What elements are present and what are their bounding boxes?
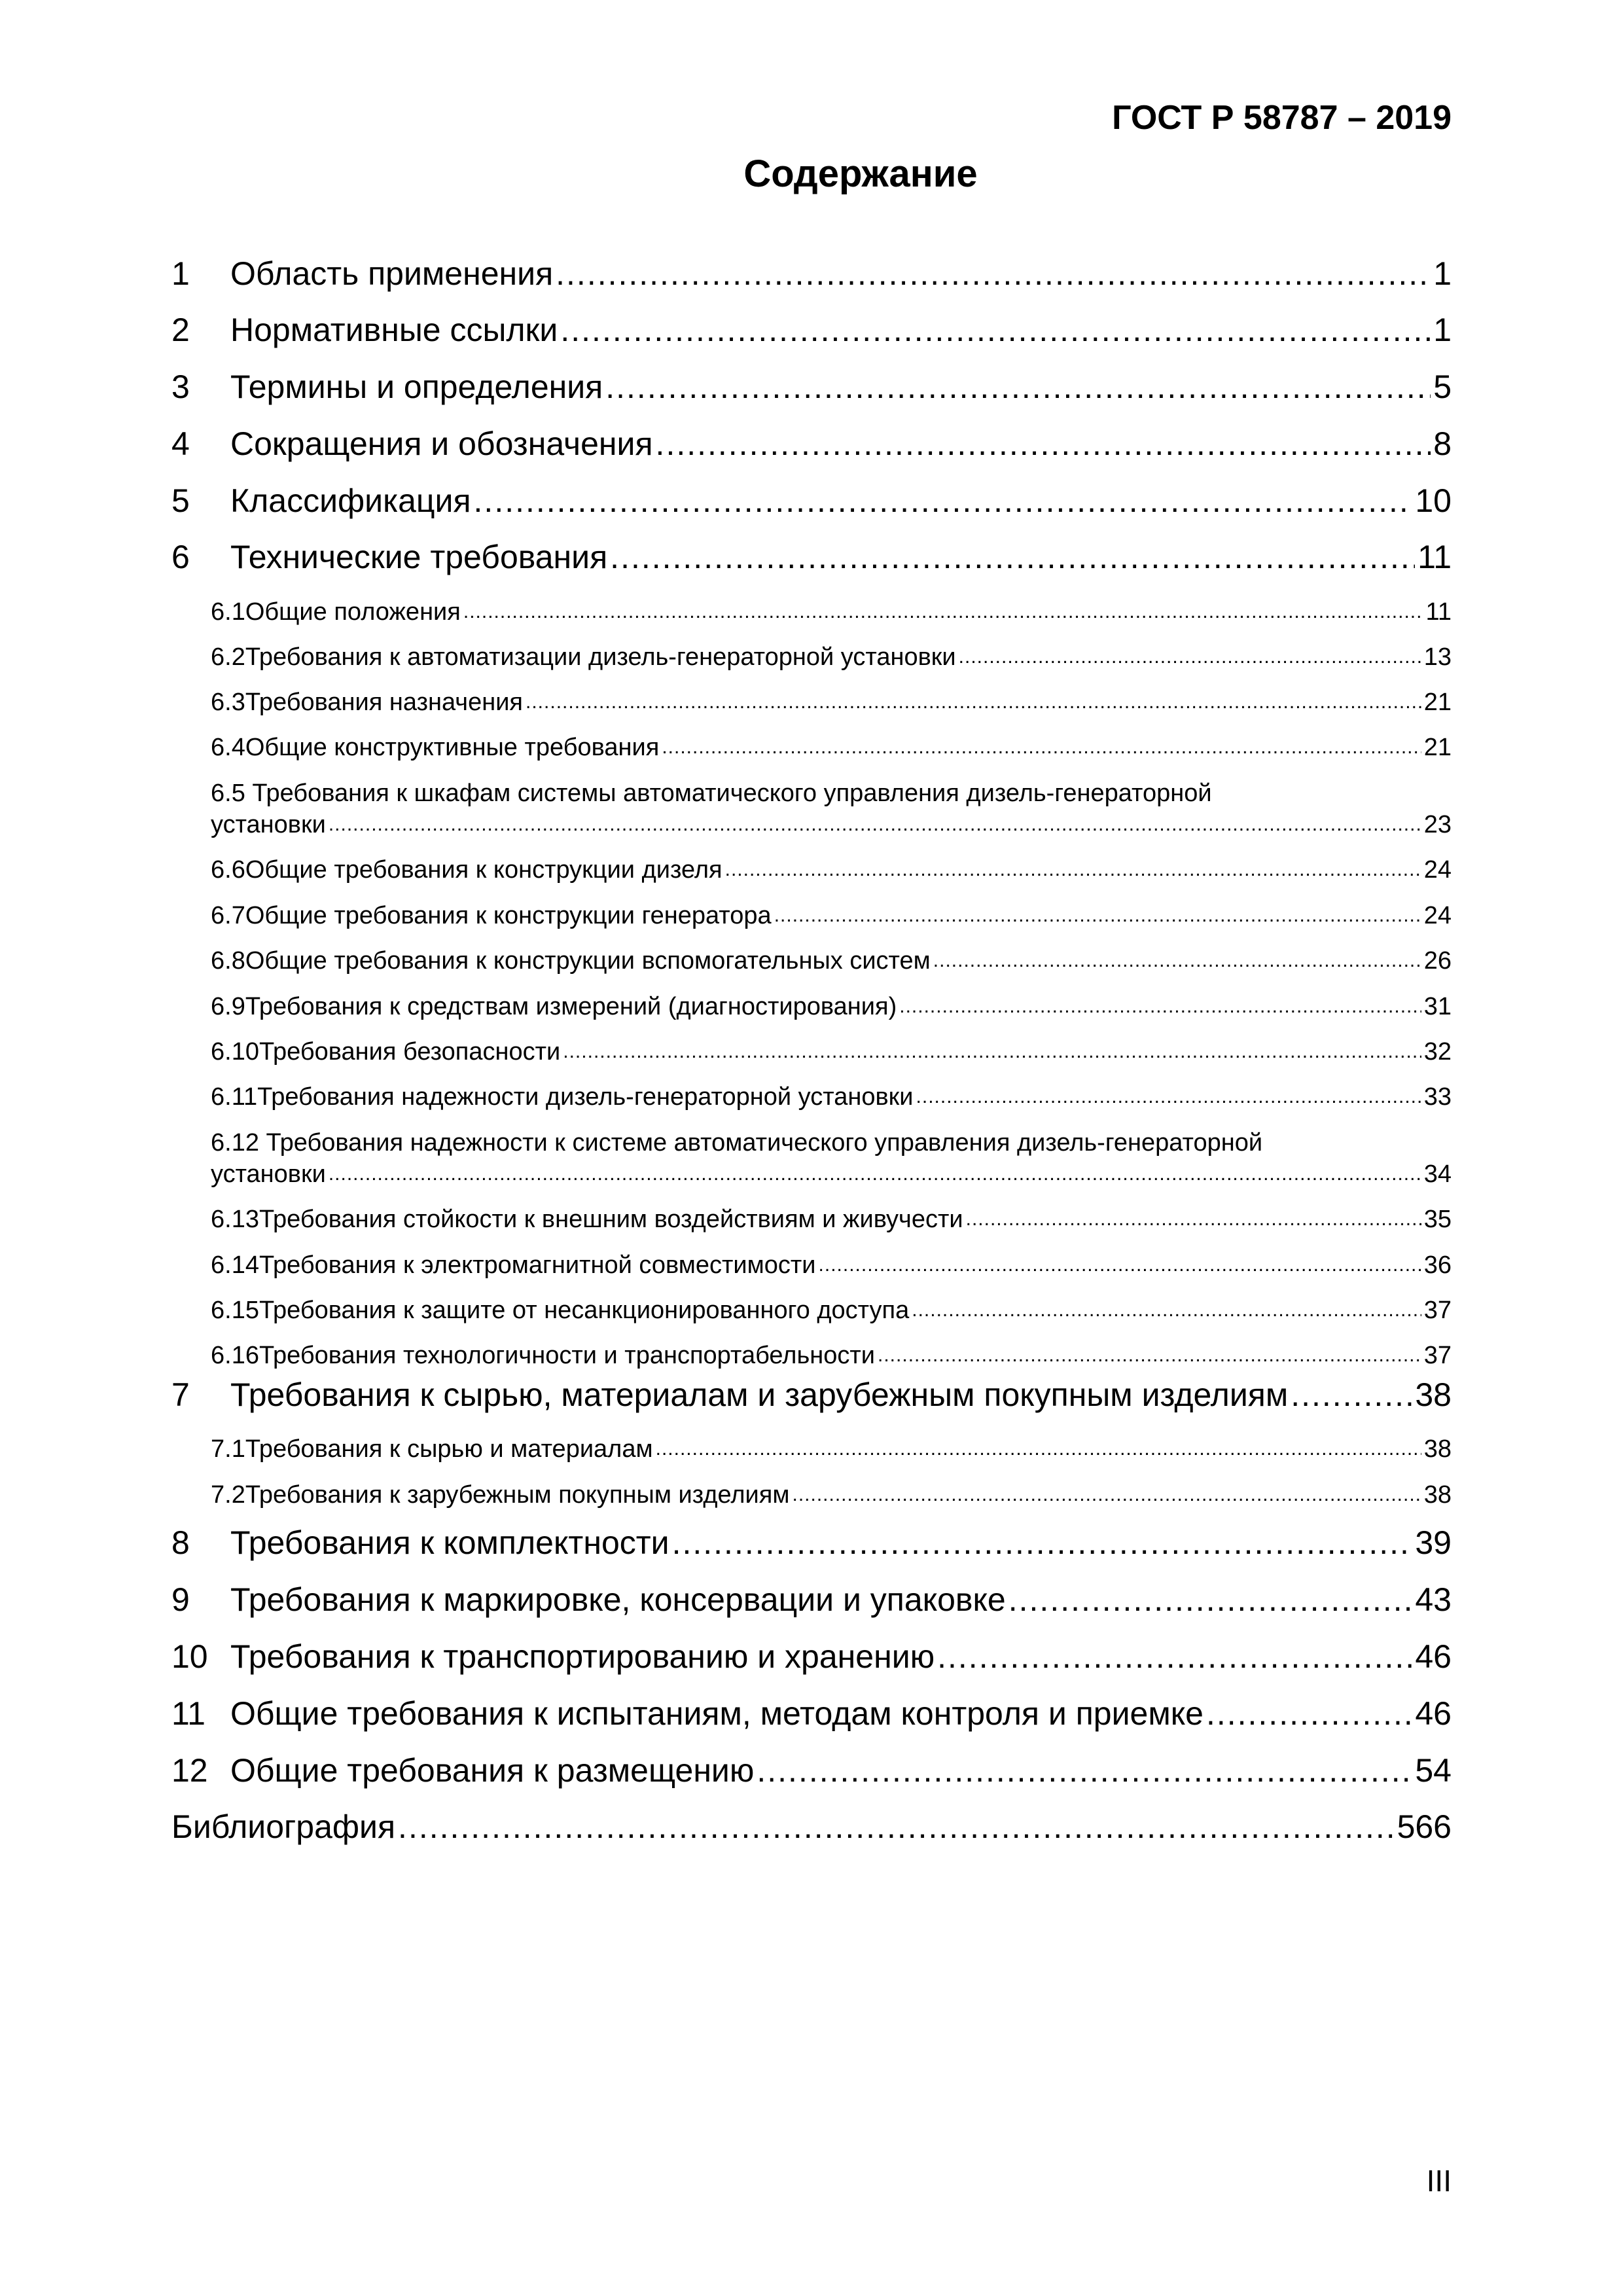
toc-page: 54: [1415, 1752, 1452, 1789]
toc-page: 5: [1433, 368, 1452, 405]
toc-number: 6.1: [211, 598, 245, 626]
toc-entry-6-3[interactable]: [211, 687, 1452, 718]
toc-page: 11: [1418, 539, 1452, 575]
leader-dots: [933, 945, 1421, 977]
toc-entry-2[interactable]: [171, 310, 1452, 350]
leader-dots: [959, 641, 1421, 673]
toc-entry-3[interactable]: [171, 367, 1452, 406]
toc-number: 6.14: [211, 1251, 259, 1279]
toc-page: 34: [1423, 1160, 1452, 1188]
toc-label: Сокращения и обозначения: [230, 425, 653, 462]
toc-entry-5[interactable]: [171, 481, 1452, 520]
toc-page: 21: [1423, 689, 1452, 716]
leader-dots: [656, 424, 1431, 463]
toc-label-line1: Требования к шкафам системы автоматического управления дизель-генераторной: [245, 780, 1212, 807]
leader-dots: [329, 809, 1421, 840]
toc-entry-7-1[interactable]: [211, 1433, 1452, 1465]
toc-entry-6[interactable]: [171, 537, 1452, 577]
toc-entry-6-14[interactable]: [211, 1249, 1452, 1281]
toc-entry-6-10[interactable]: [211, 1036, 1452, 1067]
toc-page: 10: [1415, 482, 1452, 519]
toc-label: Требования надежности дизель-генераторной установки: [257, 1083, 914, 1111]
toc-page: 26: [1423, 947, 1452, 975]
toc-number: 6.11: [211, 1083, 258, 1111]
toc-page: 31: [1423, 993, 1452, 1020]
toc-page: 24: [1423, 902, 1452, 929]
toc-label: Требования к электромагнитной совместимости: [259, 1251, 816, 1279]
toc-number: 2: [171, 312, 190, 348]
page-number: III: [1426, 2164, 1452, 2198]
toc-page: 1: [1433, 312, 1452, 348]
toc-page: 37: [1423, 1297, 1452, 1324]
toc-label: Общие требования к конструкции дизеля: [245, 856, 722, 884]
toc-number: 6.4: [211, 734, 245, 761]
toc-page: 13: [1423, 643, 1452, 671]
toc-number: 6.2: [211, 643, 245, 671]
toc-label: Библиография: [171, 1808, 396, 1845]
leader-dots: [774, 900, 1421, 931]
toc-number: 6.3: [211, 689, 245, 716]
toc-label: Требования к транспортированию и хранению: [230, 1638, 935, 1675]
toc-page: 11: [1425, 598, 1452, 626]
leader-dots: [610, 537, 1415, 577]
toc-label: Требования безопасности: [259, 1038, 561, 1066]
toc-entry-bibliography[interactable]: [171, 1807, 1452, 1846]
toc-label: Общие требования к конструкции генератора: [245, 902, 772, 929]
toc-label: Общие положения: [245, 598, 461, 626]
toc-label: установки: [211, 811, 326, 838]
toc-number: 6: [171, 539, 190, 575]
toc-page: 1: [1433, 255, 1452, 292]
toc-entry-6-5[interactable]: [211, 809, 1452, 840]
leader-dots: [1291, 1375, 1412, 1414]
toc-page: 38: [1415, 1376, 1452, 1413]
leader-dots: [656, 1433, 1421, 1465]
toc-number: 3: [171, 368, 190, 405]
toc-entry-6-1[interactable]: [211, 596, 1452, 628]
toc-entry-6-11[interactable]: [211, 1081, 1452, 1113]
toc-label: Общие требования к размещению: [230, 1752, 755, 1789]
toc-label: Требования к зарубежным покупным изделиям: [245, 1481, 790, 1509]
toc-entry-6-15[interactable]: [211, 1295, 1452, 1326]
toc-label: Требования к комплектности: [230, 1524, 669, 1561]
leader-dots: [1206, 1694, 1412, 1733]
leader-dots: [563, 1036, 1421, 1067]
leader-dots: [725, 854, 1421, 886]
toc-label: Требования назначения: [245, 689, 524, 716]
toc-number: 12: [171, 1752, 208, 1789]
leader-dots: [912, 1295, 1421, 1326]
toc-page: 35: [1423, 1206, 1452, 1233]
toc-entry-6-4[interactable]: [211, 732, 1452, 763]
leader-dots: [560, 310, 1431, 350]
leader-dots: [793, 1479, 1421, 1511]
toc-page: 23: [1423, 811, 1452, 838]
toc-page: 38: [1423, 1481, 1452, 1509]
toc-number: 1: [171, 255, 190, 292]
document-designation: ГОСТ Р 58787 – 2019: [1112, 99, 1452, 137]
toc-number: 7.1: [211, 1435, 245, 1463]
toc-page: 39: [1415, 1524, 1452, 1561]
toc-entry-6-9[interactable]: [211, 991, 1452, 1022]
toc-label: Классификация: [230, 482, 471, 519]
leader-dots: [398, 1807, 1395, 1846]
toc-label: Общие требования к конструкции вспомогательных систем: [245, 947, 931, 975]
toc-number: 6.9: [211, 993, 245, 1020]
toc-page: 36: [1423, 1251, 1452, 1279]
toc-entry-6-13[interactable]: [211, 1204, 1452, 1235]
toc-entry-6-8[interactable]: [211, 945, 1452, 977]
page-title: Содержание: [743, 152, 978, 195]
leader-dots: [899, 991, 1421, 1022]
toc-entry-6-12[interactable]: [211, 1158, 1452, 1190]
toc-entry-7[interactable]: [171, 1375, 1452, 1414]
leader-dots: [672, 1523, 1413, 1562]
leader-dots: [916, 1081, 1421, 1113]
toc-number: 6.6: [211, 856, 245, 884]
toc-number: 6.12: [211, 1129, 259, 1157]
leader-dots: [1008, 1580, 1413, 1619]
toc-label: Термины и определения: [230, 368, 603, 405]
toc-label: Требования к автоматизации дизель-генераторной установки: [245, 643, 956, 671]
toc-entry-1[interactable]: [171, 254, 1452, 293]
toc-entry-11[interactable]: [171, 1694, 1452, 1733]
toc-page: 37: [1423, 1342, 1452, 1369]
toc-page: 24: [1423, 856, 1452, 884]
toc-page: 8: [1433, 425, 1452, 462]
toc-number: 8: [171, 1524, 190, 1561]
toc-number: 6.10: [211, 1038, 259, 1066]
leader-dots: [474, 481, 1413, 520]
toc-number: 6.15: [211, 1297, 259, 1324]
leader-dots: [966, 1204, 1421, 1235]
toc-label: Требования к сырью, материалам и зарубежным покупным изделиям: [230, 1376, 1289, 1413]
toc-entry-6-2[interactable]: [211, 641, 1452, 673]
toc-number: 10: [171, 1638, 208, 1675]
toc-number: 9: [171, 1581, 190, 1618]
toc-entry-6-7[interactable]: [211, 900, 1452, 931]
toc-entry-10[interactable]: [171, 1637, 1452, 1676]
toc-page: 566: [1397, 1808, 1452, 1845]
toc-entry-6-6[interactable]: [211, 854, 1452, 886]
toc-number: 6.13: [211, 1206, 259, 1233]
toc-number: 11: [171, 1695, 205, 1732]
toc-label-line1: Требования надежности к системе автоматического управления дизель-генераторной: [259, 1129, 1263, 1157]
toc-label: Требования к маркировке, консервации и упаковке: [230, 1581, 1006, 1618]
leader-dots: [556, 254, 1431, 293]
toc-label: Требования к сырью и материалам: [245, 1435, 653, 1463]
toc-number: 7.2: [211, 1481, 245, 1509]
toc-label: Требования стойкости к внешним воздействиям и живучести: [259, 1206, 963, 1233]
toc-label: Технические требования: [230, 539, 608, 575]
leader-dots: [937, 1637, 1412, 1676]
toc-number: 6.16: [211, 1342, 259, 1369]
leader-dots: [329, 1158, 1421, 1190]
toc-entry-9[interactable]: [171, 1580, 1452, 1619]
toc-entry-4[interactable]: [171, 424, 1452, 463]
toc-entry-8[interactable]: [171, 1523, 1452, 1562]
toc-number: 5: [171, 482, 190, 519]
toc-entry-6-16[interactable]: [211, 1340, 1452, 1371]
toc-label: Требования к защите от несанкционированного доступа: [259, 1297, 910, 1324]
toc-entry-6-5-first-line[interactable]: [211, 778, 1212, 809]
toc-page: 46: [1415, 1695, 1452, 1732]
toc-number: 6.7: [211, 902, 245, 929]
toc-number: 6.8: [211, 947, 245, 975]
toc-page: 38: [1423, 1435, 1452, 1463]
toc-entry-7-2[interactable]: [211, 1479, 1452, 1511]
toc-number: 6.5: [211, 780, 245, 807]
toc-label: Требования технологичности и транспортабельности: [259, 1342, 876, 1369]
toc-number: 4: [171, 425, 190, 462]
toc-label: Общие требования к испытаниям, методам контроля и приемке: [230, 1695, 1204, 1732]
toc-page: 43: [1415, 1581, 1452, 1618]
toc-number: 7: [171, 1376, 190, 1413]
leader-dots: [878, 1340, 1421, 1371]
toc-label: Область применения: [230, 255, 554, 292]
toc-page: 46: [1415, 1638, 1452, 1675]
toc-page: 33: [1423, 1083, 1452, 1111]
leader-dots: [757, 1751, 1412, 1790]
leader-dots: [662, 732, 1421, 763]
toc-page: 32: [1423, 1038, 1452, 1066]
toc-label: Общие конструктивные требования: [245, 734, 660, 761]
leader-dots: [605, 367, 1431, 406]
toc-label: Нормативные ссылки: [230, 312, 558, 348]
toc-page: 21: [1423, 734, 1452, 761]
leader-dots: [526, 687, 1421, 718]
toc-label: установки: [211, 1160, 326, 1188]
toc-entry-12[interactable]: [171, 1751, 1452, 1790]
toc-entry-6-12-first-line[interactable]: [211, 1127, 1262, 1158]
leader-dots: [463, 596, 1423, 628]
toc-label: Требования к средствам измерений (диагностирования): [245, 993, 897, 1020]
leader-dots: [819, 1249, 1421, 1281]
